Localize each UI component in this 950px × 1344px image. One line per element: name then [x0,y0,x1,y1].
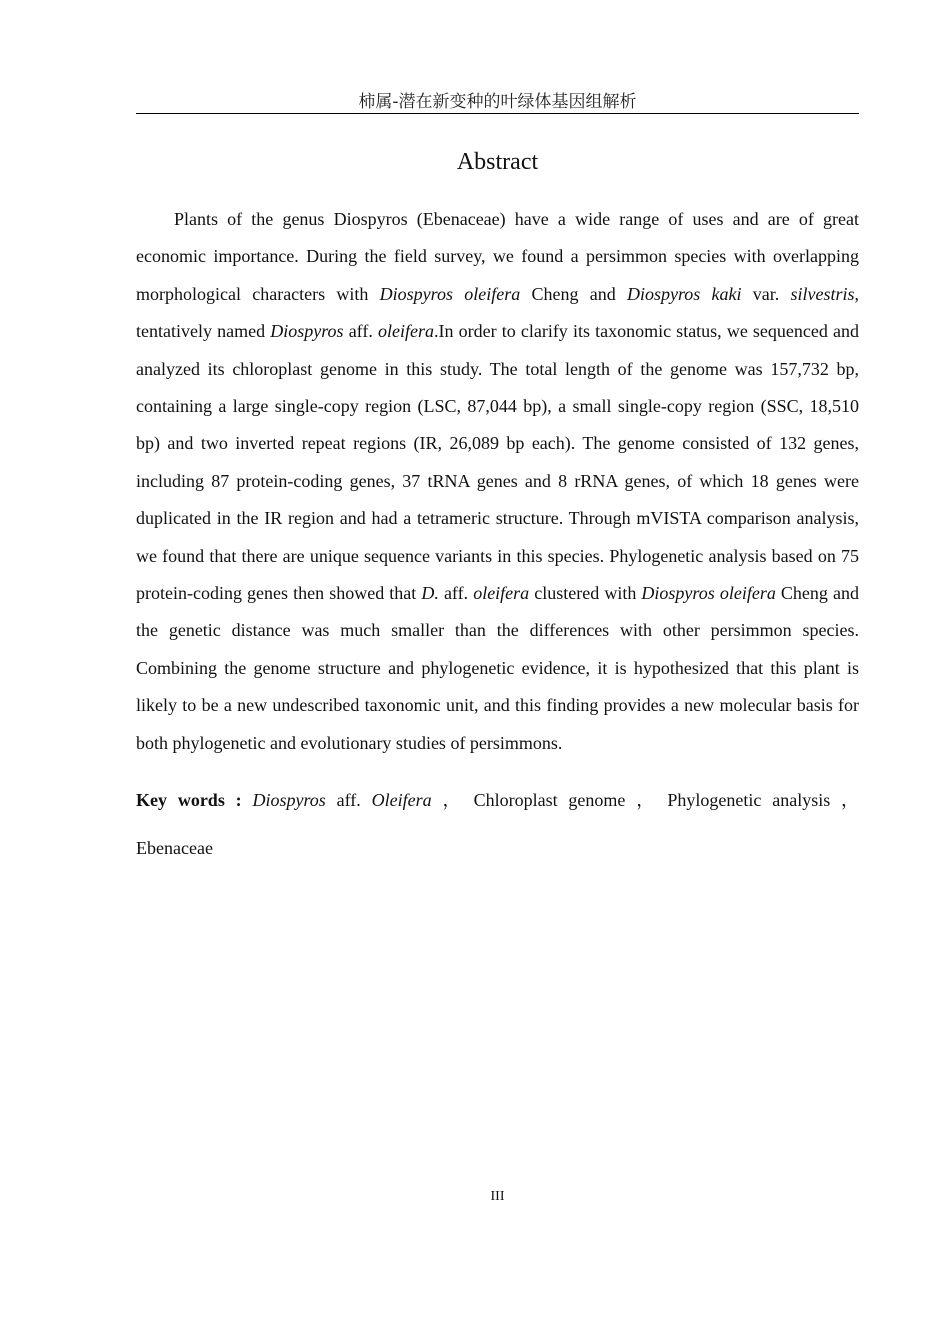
abstract-text-segment: oleifera [473,583,530,604]
keyword [667,790,830,810]
page-number: III [490,1189,505,1204]
abstract-text-segment: aff. [438,583,474,604]
abstract-text-segment: silvestris [790,283,855,304]
keyword [474,790,626,810]
abstract-text-segment: aff. [343,321,378,342]
keywords-label: Key words : [136,790,242,810]
keyword-text: Oleifera [371,790,432,810]
abstract-text-segment: , tentatively named [136,283,860,342]
abstract-text-segment: Diospyros oleifera [379,283,521,304]
keyword [136,838,213,858]
keywords-line [136,776,859,872]
abstract-paragraph [136,201,859,762]
abstract-text-segment: .In order to clarify its taxonomic status, we sequenced and analyzed its chloroplast genome in this study. The total length of the genome was 157,732 bp, containing a large single-copy region (LSC, 87,044 bp), a small single-copy region (SSC, 18,510 bp) and two inverted repeat regions (IR, 26,089 bp each). The genome consisted of 132 genes, including 87 protein-coding genes, 37 tRNA genes and 8 rRNA genes, of which 18 genes were duplicated in the IR region and had a tetrameric structure. Through mVISTA comparison analysis, we found that there are unique sequence variants in this species. Phylogenetic analysis based on 75 protein-coding genes then showed that [136,321,860,604]
keyword [252,790,431,810]
keyword-text: Ebenaceae [136,838,213,858]
keyword-separator: ， [431,790,474,810]
keyword-text: Phylogenetic analysis [667,790,831,810]
keyword-text: aff. [325,790,372,810]
keyword-separator: ， [625,790,668,810]
abstract-text-segment: D. [421,583,439,604]
abstract-text-segment: Cheng and the genetic distance was much smaller than the differences with other persimmon species. Combining the genome structure and phylogenetic evidence, it is hypothesized that this plant is likely to be a new undescribed taxonomic unit, and this finding provides a new molecular basis for both phylogenetic and evolutionary studies of persimmons. [136,583,859,753]
header-rule [136,113,859,114]
abstract-text-segment: Diospyros [270,321,344,342]
keyword-text: Diospyros [252,790,326,810]
abstract-text-segment: Cheng and [520,283,627,304]
abstract-text-segment: var. [741,283,791,304]
running-header: 柿属-潜在新变种的叶绿体基因组解析 [358,92,637,112]
keyword-text: Chloroplast genome [473,790,626,810]
abstract-text-segment: clustered with [529,583,642,604]
abstract-text-segment: Diospyros oleifera [641,583,776,604]
abstract-title: Abstract [456,149,539,175]
keyword-separator: ， [830,790,860,810]
abstract-text-segment: Diospyros kaki [626,283,742,304]
abstract-text-segment: oleifera [377,321,434,342]
abstract-text-segment: Plants of the genus Diospyros (Ebenaceae) have a wide range of uses and are of great economic importance. During the field survey, we found a persimmon species with overlapping morphological characters with [136,209,859,304]
